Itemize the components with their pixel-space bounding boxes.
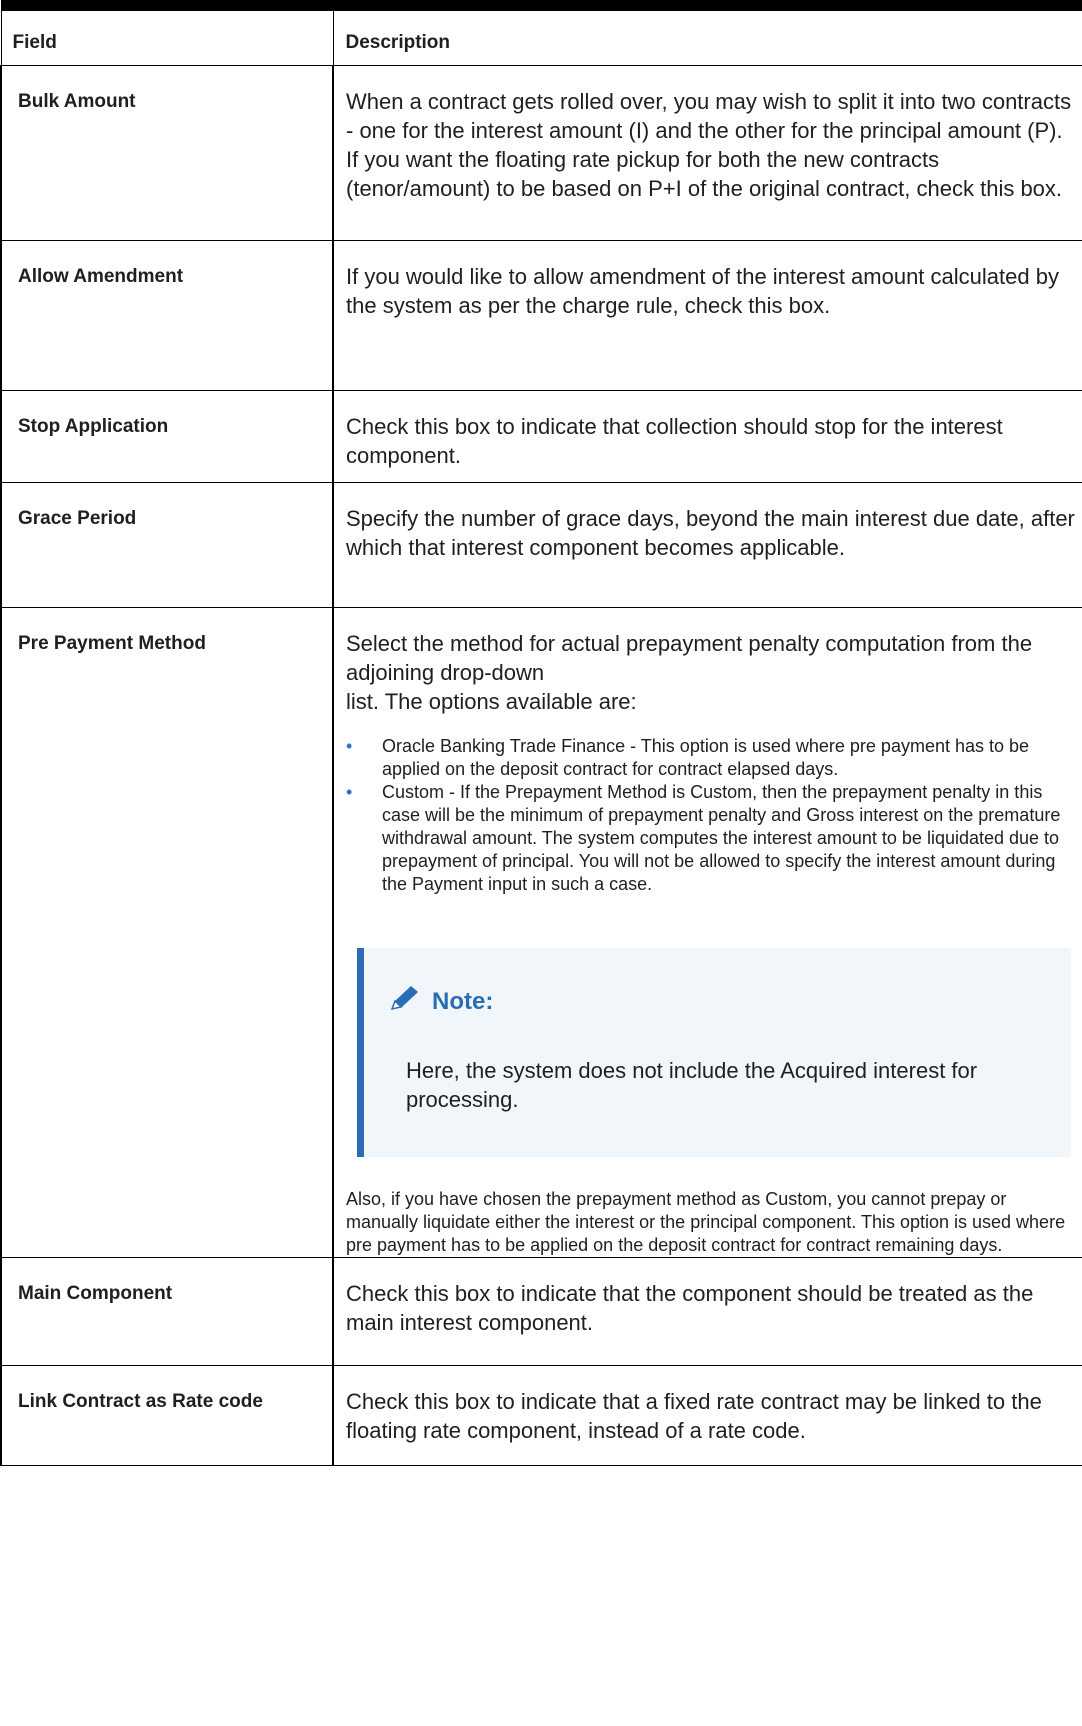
- field-description: If you would like to allow amendment of the interest amount calculated by the system as per the charge rule, check this box.: [333, 241, 1082, 391]
- header-field: Field: [1, 6, 333, 66]
- header-description: Description: [333, 6, 1082, 66]
- note-body: Here, the system does not include the Acquired interest for processing.: [406, 1058, 978, 1112]
- field-description: [333, 608, 1082, 1258]
- table-row: [1, 391, 1082, 483]
- field-name: Stop Application: [1, 391, 333, 483]
- list-item: • Custom - If the Prepayment Method is Custom, then the prepayment penalty in this case will be the minimum of prepayment penalty and Gross interest on the premature withdrawal amount. The system computes the interest amount to be liquidated due to prepayment of principal. You will not be allowed to specify the interest amount during the Payment input in such a case.: [346, 782, 1061, 894]
- table-row: [1, 1366, 1082, 1466]
- field-description: When a contract gets rolled over, you may wish to split it into two contracts - one for the interest amount (I) and the other for the principal amount (P). If you want the floating rate pickup for both the new contracts (tenor/amount) to be based on P+I of the original contract, check this box.: [333, 66, 1082, 241]
- table-header-row: [1, 6, 1082, 66]
- note-callout: [357, 948, 1071, 1157]
- field-description: Specify the number of grace days, beyond the main interest due date, after which that interest component becomes applicable.: [333, 483, 1082, 608]
- after-note-text: Also, if you have chosen the prepayment method as Custom, you cannot prepay or manually liquidate either the interest or the principal component. This option is used where pre payment has to be applied on the deposit contract for contract remaining days.: [346, 1189, 1066, 1255]
- note-title: Note:: [432, 988, 494, 1015]
- list-item: • Oracle Banking Trade Finance - This option is used where pre payment has to be applied on the deposit contract for contract elapsed days.: [346, 736, 1030, 779]
- field-description: Check this box to indicate that collection should stop for the interest component.: [333, 391, 1082, 483]
- field-name: Link Contract as Rate code: [1, 1366, 333, 1466]
- field-name: Main Component: [1, 1258, 333, 1366]
- pencil-icon: [388, 983, 432, 1020]
- field-name: Bulk Amount: [1, 66, 333, 241]
- field-description: Check this box to indicate that a fixed rate contract may be linked to the floating rate component, instead of a rate code.: [333, 1366, 1082, 1466]
- table-row: [1, 66, 1082, 241]
- intro-line: Select the method for actual prepayment penalty computation from the adjoining drop-down: [346, 631, 1033, 685]
- field-name: Allow Amendment: [1, 241, 333, 391]
- table-row: [1, 608, 1082, 1258]
- field-name: Grace Period: [1, 483, 333, 608]
- field-description: Check this box to indicate that the component should be treated as the main interest component.: [333, 1258, 1082, 1366]
- intro-line: list. The options available are:: [346, 689, 637, 714]
- table-row: [1, 483, 1082, 608]
- option-list: [346, 735, 1077, 896]
- bullet-icon: •: [346, 782, 353, 802]
- table-row: [1, 1258, 1082, 1366]
- bullet-icon: •: [346, 736, 353, 756]
- table-row: [1, 241, 1082, 391]
- field-name: Pre Payment Method: [1, 608, 333, 1258]
